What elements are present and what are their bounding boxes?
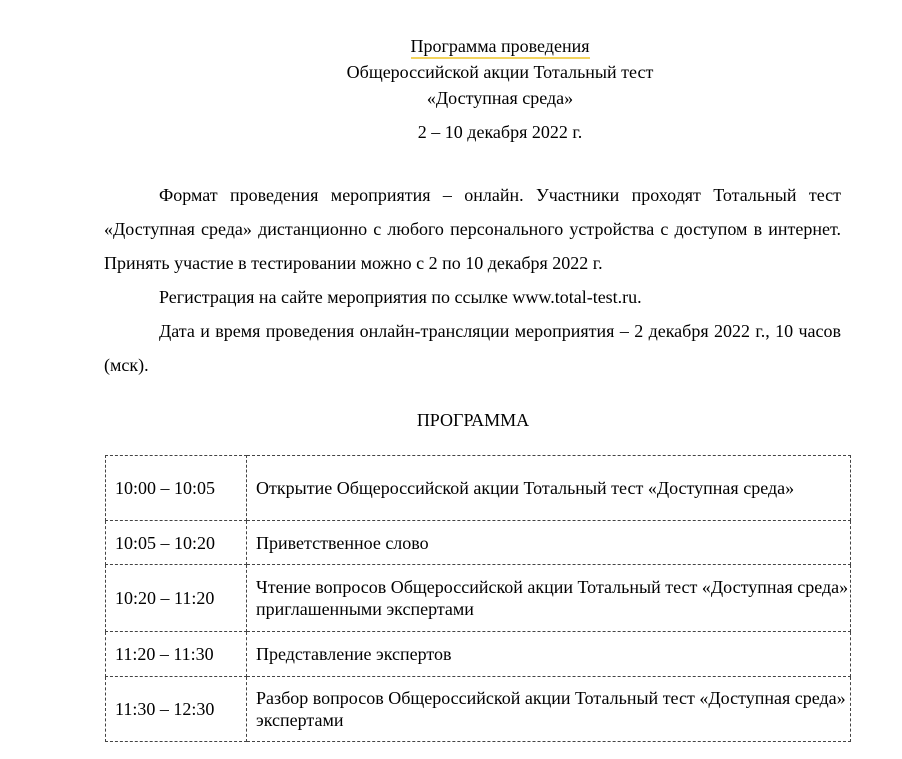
table-row [106,632,851,677]
table-row [106,565,851,632]
paragraph-format: Формат проведения мероприятия – онлайн. Участники проходят Тотальный тест «Доступная среда» дистанционно с любого персонального устройства с доступом в интернет. Принять участие в тестировании можно с 2 по 10 декабря 2022 г. [104,185,841,273]
time-cell: 10:05 – 10:20 [106,521,247,565]
title-line-3: «Доступная среда» [426,88,574,108]
program-table [105,455,851,742]
time-cell: 11:30 – 12:30 [106,677,247,742]
event-cell: Приветственное слово [247,521,851,565]
title-line-1 [0,33,902,59]
table-row [106,456,851,521]
event-cell: Открытие Общероссийской акции Тотальный тест «Доступная среда» [247,456,851,521]
table-row [106,677,851,742]
time-cell: 11:20 – 11:30 [106,632,247,677]
paragraph-registration: Регистрация на сайте мероприятия по ссылке www.total-test.ru. [159,287,642,307]
event-cell: Чтение вопросов Общероссийской акции Тотальный тест «Доступная среда» приглашенными экспертами [247,565,851,632]
event-cell: Представление экспертов [247,632,851,677]
title-line-1-text: Программа проведения [411,36,590,59]
table-row [106,521,851,565]
document-title-block [0,33,902,145]
title-line-2: Общероссийской акции Тотальный тест [346,62,654,82]
event-cell: Разбор вопросов Общероссийской акции Тотальный тест «Доступная среда» экспертами [247,677,851,742]
body-paragraphs [104,178,841,382]
time-cell: 10:00 – 10:05 [106,456,247,521]
program-title: ПРОГРАММА [416,410,530,430]
time-cell: 10:20 – 11:20 [106,565,247,632]
event-dates: 2 – 10 декабря 2022 г. [417,122,583,142]
paragraph-broadcast: Дата и время проведения онлайн-трансляции мероприятия – 2 декабря 2022 г., 10 часов (мск). [104,321,841,375]
